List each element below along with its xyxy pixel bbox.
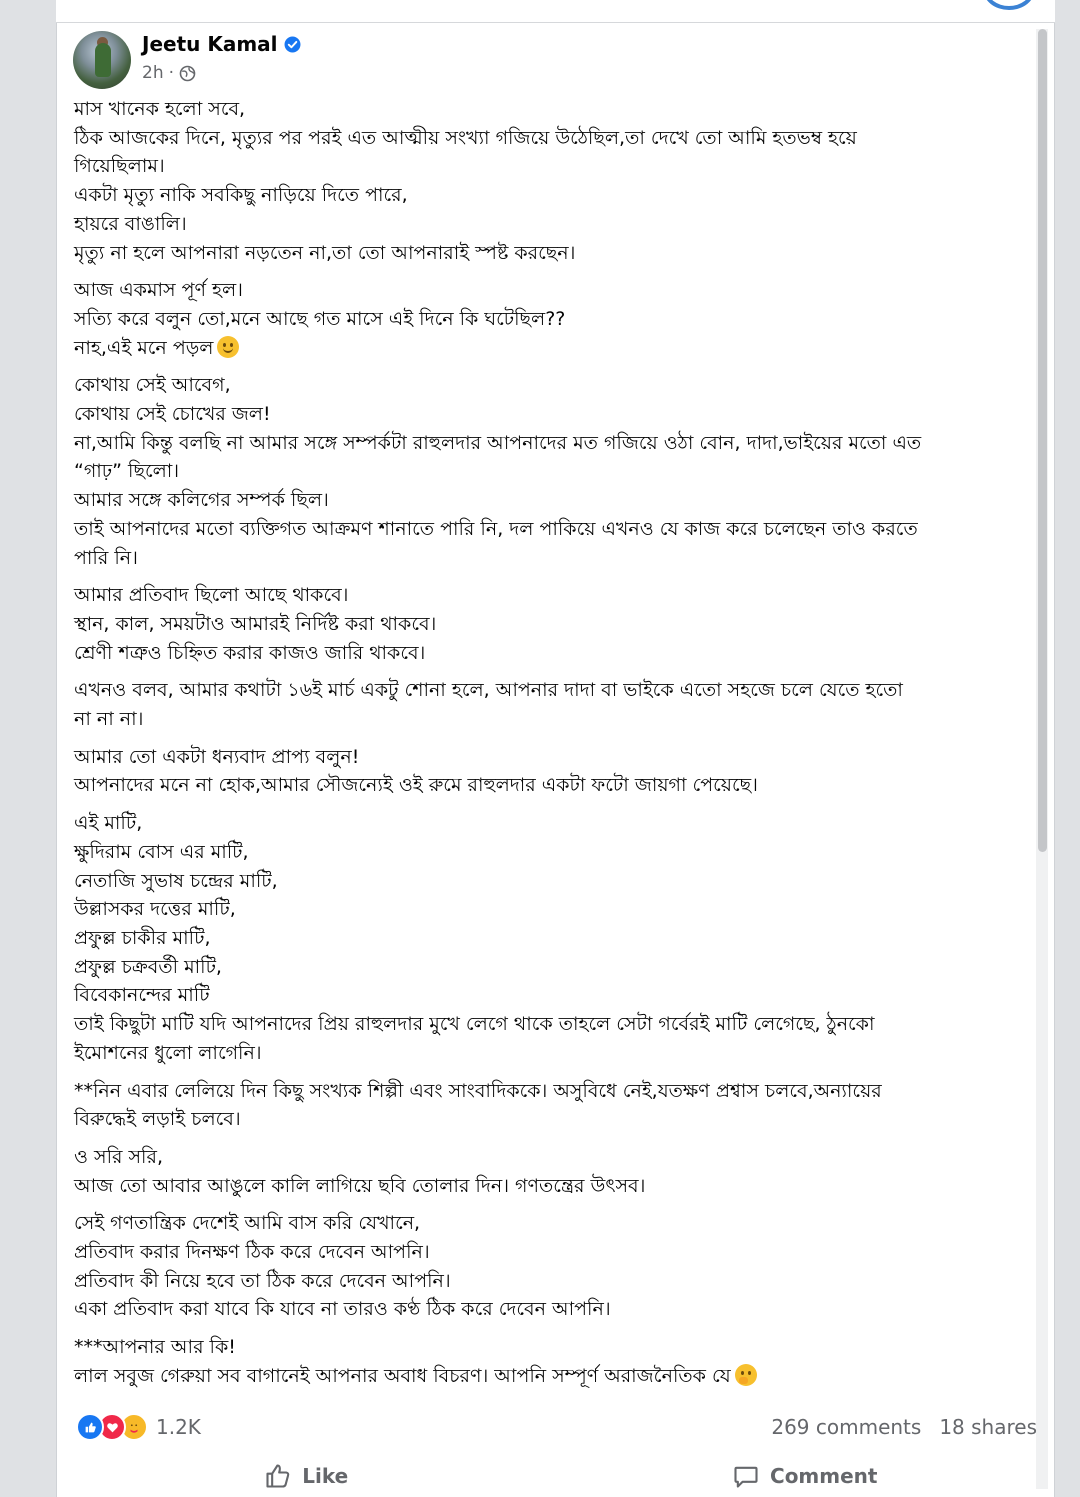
post-paragraph bbox=[74, 581, 1034, 667]
post-line: সেই গণতান্ত্রিক দেশেই আমি বাস করি যেখানে, bbox=[74, 1212, 421, 1235]
post-line: স্থান, কাল, সময়টাও আমারই নির্দিষ্ট করা থাকবে। bbox=[74, 612, 437, 635]
post-paragraph bbox=[74, 371, 1034, 572]
post-line: বিরুদ্ধেই লড়াই চলবে। bbox=[74, 1108, 241, 1131]
reaction-summary[interactable] bbox=[76, 1413, 201, 1441]
post-line: আমার সঙ্গে কলিগের সম্পর্ক ছিল। bbox=[74, 489, 329, 512]
post-line: হায়রে বাঙালি। bbox=[74, 212, 187, 235]
post-line: আজ তো আবার আঙুলে কালি লাগিয়ে ছবি তোলার দিন। গণতন্ত্রের উৎসব। bbox=[74, 1174, 646, 1197]
post-line: না,আমি কিন্তু বলছি না আমার সঙ্গে সম্পর্কটা রাহুলদার আপনাদের মত গজিয়ে ওঠা বোন, দাদা,ভাইয়ের মতো এত bbox=[74, 431, 922, 454]
post-line: পারি নি। bbox=[74, 546, 138, 569]
post-line: একা প্রতিবাদ করা যাবে কি যাবে না তারও কণ্ঠ ঠিক করে দেবেন আপনি। bbox=[74, 1298, 611, 1321]
post-line: আজ একমাস পূর্ণ হল। bbox=[74, 279, 243, 302]
comment-button[interactable] bbox=[556, 1455, 1055, 1497]
post-paragraph bbox=[74, 95, 1034, 267]
globe-icon[interactable] bbox=[179, 65, 196, 82]
comment-label: Comment bbox=[770, 1464, 878, 1488]
post-line: প্রফুল্ল চাকীর মাটি, bbox=[74, 926, 211, 949]
post-time[interactable]: 2h bbox=[142, 63, 164, 83]
post-line bbox=[74, 1362, 1034, 1391]
thumbs-up-icon bbox=[264, 1462, 292, 1490]
post-line bbox=[74, 334, 1034, 363]
post-line: কোথায় সেই চোখের জল! bbox=[74, 403, 271, 426]
post-line: আপনাদের মনে না হোক,আমার সৌজন্যেই ওই রুমে রাহুলদার একটা ফটো জায়গা পেয়েছে। bbox=[74, 774, 758, 797]
comments-count[interactable]: 269 comments bbox=[771, 1415, 922, 1439]
comment-bubble-icon bbox=[732, 1462, 760, 1490]
right-gutter bbox=[1055, 0, 1080, 1497]
post-line: “গাঢ়” ছিলো। bbox=[74, 460, 180, 483]
post-line: প্রতিবাদ কী নিয়ে হবে তা ঠিক করে দেবেন আপনি। bbox=[74, 1269, 451, 1292]
post-line: গিয়েছিলাম। bbox=[74, 155, 165, 178]
post-paragraph bbox=[74, 676, 1034, 733]
post-paragraph bbox=[74, 1209, 1034, 1324]
post-paragraph bbox=[74, 276, 1034, 362]
post-line: তাই আপনাদের মতো ব্যক্তিগত আক্রমণ শানাতে পারি নি, দল পাকিয়ে এখনও যে কাজ করে চলেছেন তাও করতে bbox=[74, 517, 918, 540]
post-paragraph bbox=[74, 743, 1034, 800]
post-line: বিবেকানন্দের মাটি bbox=[74, 984, 210, 1007]
post-line: তাই কিছুটা মাটি যদি আপনাদের প্রিয় রাহুলদার মুখে লেগে থাকে তাহলে সেটা গর্বেরই মাটি লেগেছে, ঠুনকো bbox=[74, 1013, 875, 1036]
post-line: ***আপনার আর কি! bbox=[74, 1336, 236, 1359]
post-line: শ্রেণী শত্রুও চিহ্নিত করার কাজও জারি থাকবে। bbox=[74, 641, 426, 664]
post-line: এই মাটি, bbox=[74, 812, 143, 835]
post-paragraph bbox=[74, 1333, 1034, 1390]
post-line: ক্ষুদিরাম বোস এর মাটি, bbox=[74, 840, 249, 863]
post-meta bbox=[142, 63, 196, 83]
smile-emoji-icon bbox=[217, 336, 239, 358]
post-line: মৃত্যু না হলে আপনারা নড়তেন না,তা তো আপনারাই স্পষ্ট করছেন। bbox=[74, 241, 576, 264]
gasp-emoji-icon bbox=[735, 1364, 757, 1386]
verified-badge-icon bbox=[284, 36, 301, 53]
action-bar bbox=[57, 1455, 1054, 1497]
post-line: আমার প্রতিবাদ ছিলো আছে থাকবে। bbox=[74, 584, 349, 607]
post-line: ঠিক আজকের দিনে, মৃত্যুর পর পরই এত আত্মীয় সংখ্যা গজিয়ে উঠেছিল,তা দেখে তো আমি হতভম্ব হয়ে bbox=[74, 126, 857, 149]
post-line-text: লাল সবুজ গেরুয়া সব বাগানেই আপনার অবাধ বিচরণ। আপনি সম্পূর্ণ অরাজনৈতিক যে bbox=[74, 1364, 731, 1387]
post-line: একটা মৃত্যু নাকি সবকিছু নাড়িয়ে দিতে পারে, bbox=[74, 184, 408, 207]
author-name[interactable]: Jeetu Kamal bbox=[142, 32, 278, 56]
post-line: এখনও বলব, আমার কথাটা ১৬ই মার্চ একটু শোনা হলে, আপনার দাদা বা ভাইকে এতো সহজে চলে যেতে হতো bbox=[74, 679, 903, 702]
meta-separator: · bbox=[168, 63, 174, 83]
reaction-count: 1.2K bbox=[156, 1415, 201, 1439]
post-line: নেতাজি সুভাষ চন্দ্রের মাটি, bbox=[74, 869, 278, 892]
left-gutter bbox=[0, 0, 56, 1497]
post-line: উল্লাসকর দত্তের মাটি, bbox=[74, 898, 236, 921]
post-paragraph bbox=[74, 1143, 1034, 1200]
author-avatar[interactable] bbox=[73, 31, 131, 89]
scrollbar-thumb[interactable] bbox=[1038, 29, 1047, 852]
post-line: ইমোশনের ধুলো লাগেনি। bbox=[74, 1041, 262, 1064]
author-row bbox=[142, 32, 301, 56]
like-reaction-icon bbox=[76, 1413, 104, 1441]
post-line: সত্যি করে বলুন তো,মনে আছে গত মাসে এই দিনে কি ঘটেছিল?? bbox=[74, 307, 566, 330]
post-line: প্রফুল্ল চক্রবর্তী মাটি, bbox=[74, 955, 222, 978]
post-line: আমার তো একটা ধন্যবাদ প্রাপ্য বলুন! bbox=[74, 745, 360, 768]
like-button[interactable] bbox=[57, 1455, 556, 1497]
post-paragraph bbox=[74, 809, 1034, 1067]
post-line: মাস খানেক হলো সবে, bbox=[74, 98, 246, 120]
post-line: কোথায় সেই আবেগ, bbox=[74, 374, 231, 397]
post-line: প্রতিবাদ করার দিনক্ষণ ঠিক করে দেবেন আপনি। bbox=[74, 1241, 430, 1264]
previous-card-edge bbox=[56, 0, 1055, 23]
engagement-stats bbox=[771, 1415, 1037, 1439]
post-text bbox=[74, 95, 1034, 1400]
post-line: **নিন এবার লেলিয়ে দিন কিছু সংখ্যক শিল্পী এবং সাংবাদিককে। অসুবিধে নেই,যতক্ষণ প্রশ্বাস চলবে,অন্যায়ের bbox=[74, 1079, 882, 1102]
post-card bbox=[56, 23, 1055, 1497]
like-label: Like bbox=[302, 1464, 349, 1488]
post-paragraph bbox=[74, 1077, 1034, 1134]
avatar-figure-shape bbox=[95, 43, 111, 77]
post-line: ও সরি সরি, bbox=[74, 1145, 163, 1168]
shares-count[interactable]: 18 shares bbox=[939, 1415, 1037, 1439]
post-line: না না না। bbox=[74, 708, 144, 731]
post-line-text: নাহ,এই মনে পড়ল bbox=[74, 336, 214, 359]
